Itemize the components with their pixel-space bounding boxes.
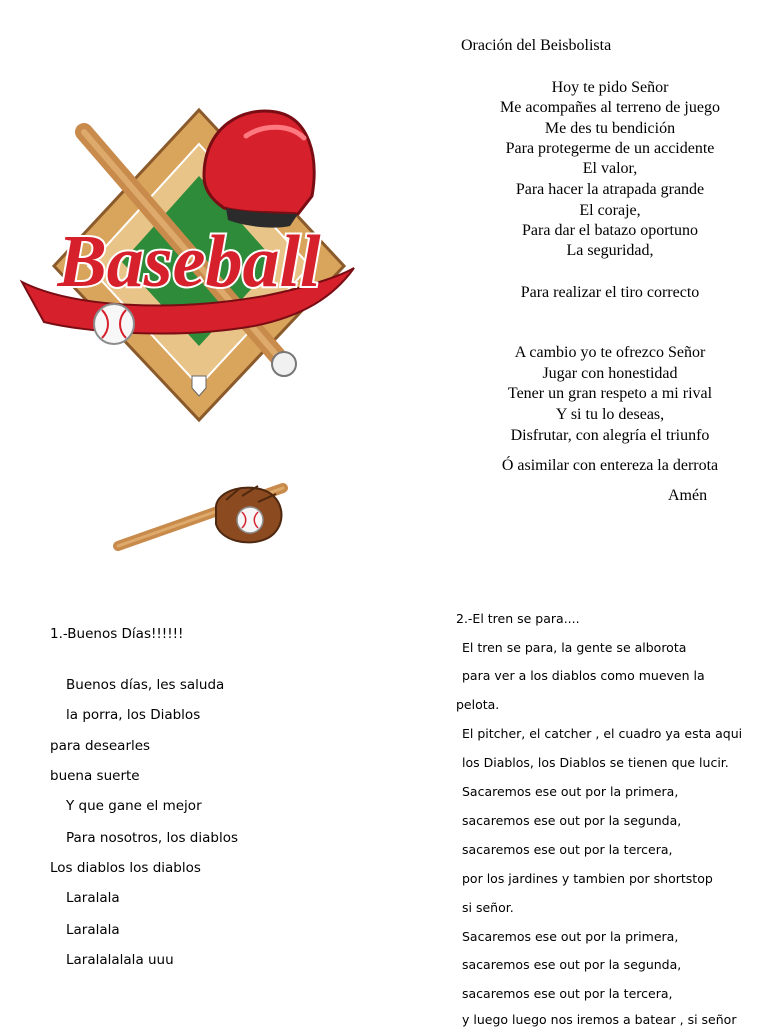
chant1-line: la porra, los Diablos bbox=[66, 707, 201, 723]
prayer-line: Me acompañes al terreno de juego bbox=[500, 99, 720, 116]
chant2-line: sacaremos ese out por la segunda, bbox=[462, 813, 682, 828]
chant1-line: buena suerte bbox=[50, 768, 140, 784]
prayer-line: Para hacer la atrapada grande bbox=[515, 181, 705, 198]
prayer-line: Para dar el batazo oportuno bbox=[522, 222, 698, 239]
chant2-line: El tren se para, la gente se alborota bbox=[462, 640, 687, 655]
prayer-line: Ó asimilar con entereza la derrota bbox=[501, 457, 719, 474]
chant1-line: Laralala bbox=[66, 922, 120, 938]
prayer-line: Me des tu bendición bbox=[544, 120, 676, 137]
chant2-line: y luego luego nos iremos a batear , si señor bbox=[462, 1012, 737, 1027]
chant2-line: pelota. bbox=[456, 697, 500, 712]
chant1-title: 1.-Buenos Días!!!!!! bbox=[50, 626, 184, 642]
prayer-line: Para protegerme de un accidente bbox=[505, 140, 715, 157]
chant1-line: Los diablos los diablos bbox=[50, 860, 201, 876]
prayer-line: La seguridad, bbox=[566, 242, 654, 259]
chant1-line: para desearles bbox=[50, 738, 151, 754]
chant2-line: sacaremos ese out por la tercera, bbox=[462, 842, 673, 857]
logo-text: Baseball bbox=[57, 221, 321, 303]
prayer-amen: Amén bbox=[668, 487, 708, 504]
chant2-title: 2.-El tren se para.... bbox=[456, 611, 580, 626]
chant1-line: Laralalalala uuu bbox=[66, 952, 174, 968]
baseball-logo bbox=[14, 96, 364, 426]
prayer-line: A cambio yo te ofrezco Señor bbox=[514, 344, 706, 361]
glove-ball bbox=[237, 507, 263, 533]
chant2-line: Sacaremos ese out por la primera, bbox=[462, 929, 679, 944]
chant2-line: para ver a los diablos como mueven la bbox=[462, 668, 705, 683]
prayer-line: Disfrutar, con alegría el triunfo bbox=[510, 427, 710, 444]
prayer-line: El valor, bbox=[582, 160, 638, 177]
prayer-line: El coraje, bbox=[579, 202, 641, 219]
chant1-line: Y que gane el mejor bbox=[66, 798, 202, 814]
chant1-line: Buenos días, les saluda bbox=[66, 677, 225, 693]
chant2-line: El pitcher, el catcher , el cuadro ya esta aqui bbox=[462, 726, 743, 741]
chant2-line: si señor. bbox=[462, 900, 514, 915]
bat-and-glove bbox=[108, 476, 290, 556]
helmet-shell bbox=[204, 111, 314, 214]
bat-knob bbox=[272, 352, 296, 376]
chant2-line: sacaremos ese out por la tercera, bbox=[462, 986, 673, 1001]
prayer-title: Oración del Beisbolista bbox=[461, 37, 612, 54]
prayer-line: Para realizar el tiro correcto bbox=[520, 284, 700, 301]
prayer-line: Y si tu lo deseas, bbox=[555, 406, 665, 423]
chant2-line: por los jardines y tambien por shortstop bbox=[462, 871, 713, 886]
chant1-line: Laralala bbox=[66, 890, 120, 906]
chant2-line: los Diablos, los Diablos se tienen que lucir. bbox=[462, 755, 729, 770]
prayer-line: Tener un gran respeto a mi rival bbox=[507, 385, 713, 402]
prayer-line: Jugar con honestidad bbox=[542, 365, 678, 382]
chant2-line: Sacaremos ese out por la primera, bbox=[462, 784, 679, 799]
logo-ball bbox=[94, 304, 134, 344]
prayer-line: Hoy te pido Señor bbox=[551, 79, 669, 96]
chant2-line: sacaremos ese out por la segunda, bbox=[462, 957, 682, 972]
chant1-line: Para nosotros, los diablos bbox=[66, 830, 238, 846]
